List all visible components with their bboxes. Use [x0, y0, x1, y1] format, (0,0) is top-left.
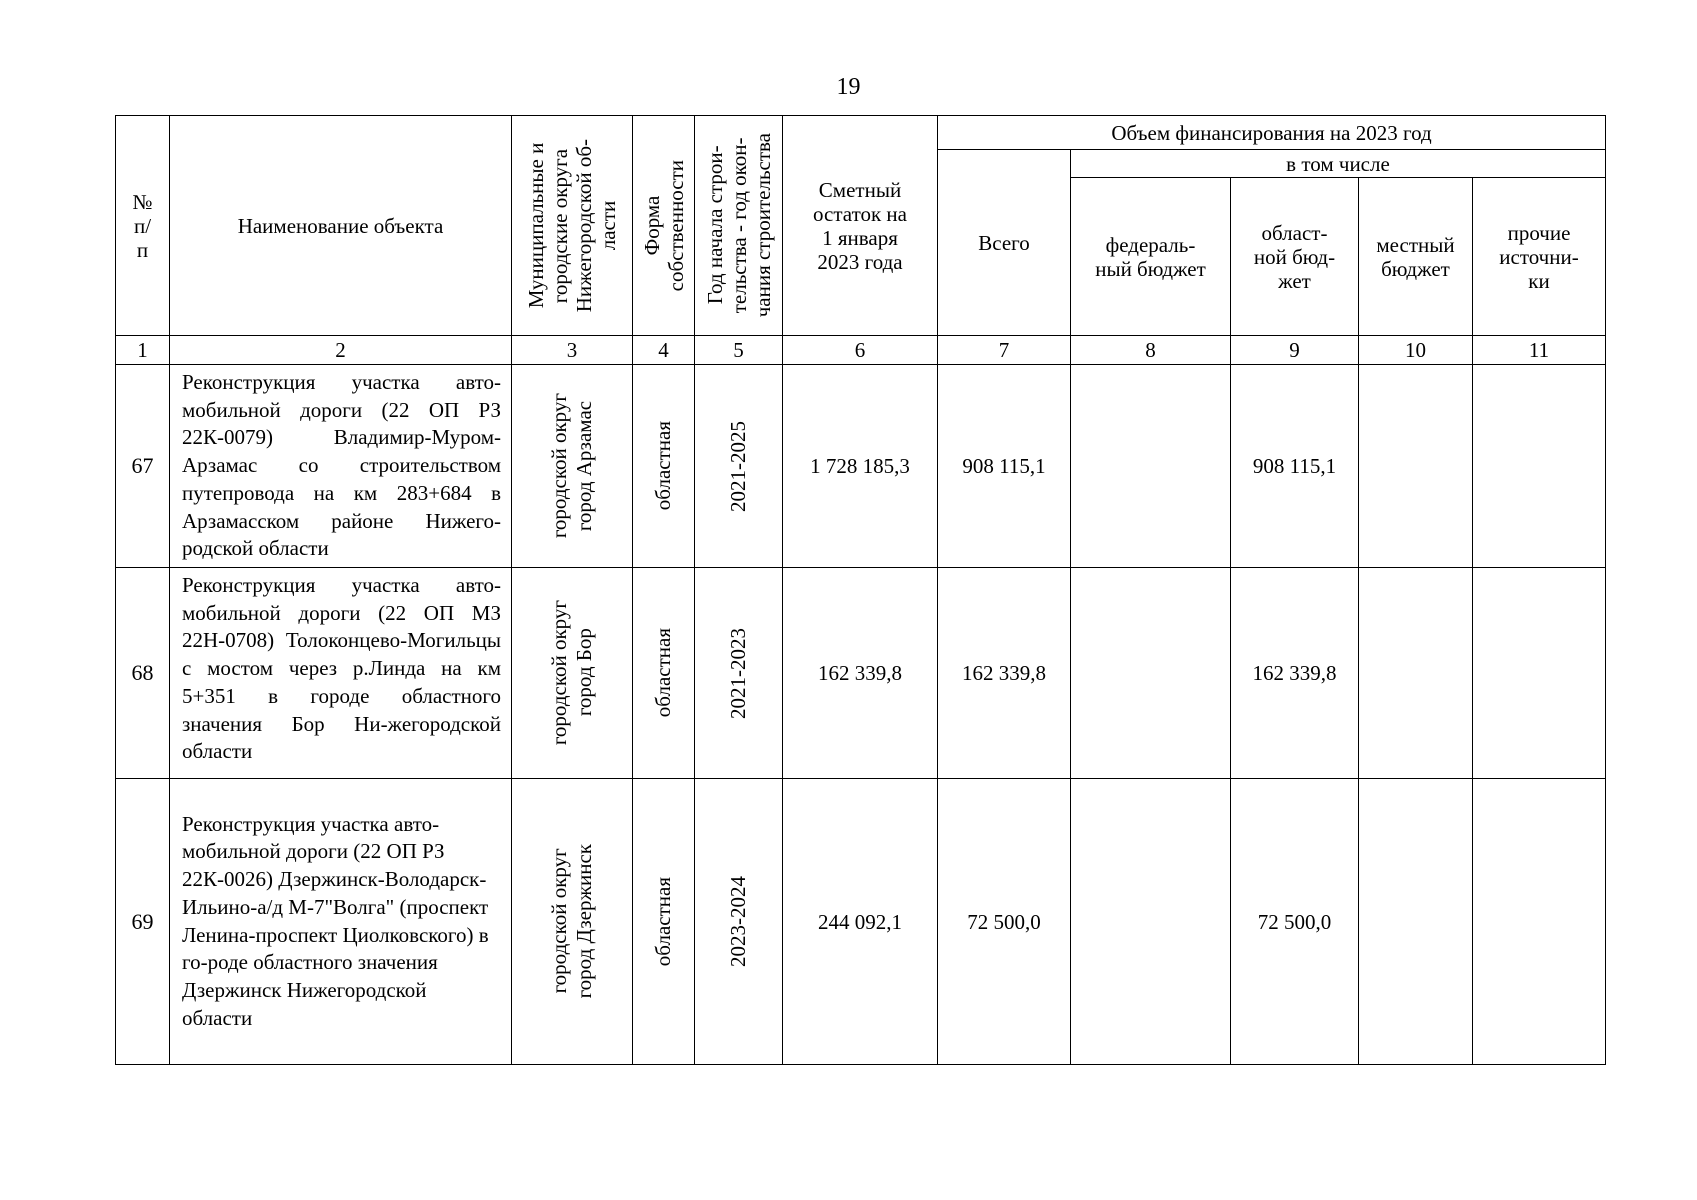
header-local: местный бюджет: [1359, 178, 1473, 336]
funding-total: 72 500,0: [938, 779, 1071, 1065]
table-row: [116, 779, 1606, 1065]
other-sources: [1473, 779, 1606, 1065]
regional-budget: 72 500,0: [1231, 779, 1359, 1065]
funding-total: 162 339,8: [938, 568, 1071, 779]
page-number: 19: [836, 74, 861, 100]
federal-budget: [1071, 365, 1231, 568]
header-num: № п/ п: [116, 116, 170, 336]
column-numbers-row: [116, 336, 1606, 365]
header-regional: област- ной бюд- жет: [1231, 178, 1359, 336]
estimated-balance: 244 092,1: [783, 779, 938, 1065]
column-number: 1: [116, 336, 170, 365]
header-including: в том числе: [1071, 150, 1606, 178]
construction-years: 2021-2025: [695, 365, 783, 568]
municipality: городской округ город Арзамас: [512, 365, 633, 568]
regional-budget: 162 339,8: [1231, 568, 1359, 779]
row-number: 69: [116, 779, 170, 1065]
header-ownership: Форма собственности: [633, 116, 695, 336]
column-number: 7: [938, 336, 1071, 365]
construction-years: 2021-2023: [695, 568, 783, 779]
column-number: 10: [1359, 336, 1473, 365]
object-name: Реконструкция участка авто-мобильной дороги (22 ОП РЗ 22К-0026) Дзержинск-Володарск-Ильино-а/д М-7"Волга" (проспект Ленина-проспект Циолковского) в го-роде областного значения Дзержинск Нижегородской области: [170, 779, 512, 1065]
column-number: 3: [512, 336, 633, 365]
federal-budget: [1071, 779, 1231, 1065]
header-total: Всего: [938, 150, 1071, 336]
column-number: 9: [1231, 336, 1359, 365]
ownership: областная: [633, 568, 695, 779]
header-funding-title: Объем финансирования на 2023 год: [938, 116, 1606, 150]
object-name: Реконструкция участка авто-мобильной дороги (22 ОП МЗ 22Н-0708) Толоконцево-Могильцы с мостом через р.Линда на км 5+351 в городе областного значения Бор Ни-жегородской области: [170, 568, 512, 779]
table-row: [116, 568, 1606, 779]
municipality: городской округ город Дзержинск: [512, 779, 633, 1065]
federal-budget: [1071, 568, 1231, 779]
local-budget: [1359, 779, 1473, 1065]
row-number: 68: [116, 568, 170, 779]
column-number: 4: [633, 336, 695, 365]
header-name: Наименование объекта: [170, 116, 512, 336]
row-number: 67: [116, 365, 170, 568]
header-years: Год начала строи- тельства - год окон- чания строительства: [695, 116, 783, 336]
object-name: Реконструкция участка авто-мобильной дороги (22 ОП РЗ 22К-0079) Владимир-Муром-Арзамас со строительством путепровода на км 283+684 в Арзамасском районе Нижего-родской области: [170, 365, 512, 568]
ownership: областная: [633, 365, 695, 568]
estimated-balance: 162 339,8: [783, 568, 938, 779]
column-number: 8: [1071, 336, 1231, 365]
column-number: 6: [783, 336, 938, 365]
header-other: прочие источни- ки: [1473, 178, 1606, 336]
column-number: 2: [170, 336, 512, 365]
header-estimated-balance: Сметный остаток на 1 января 2023 года: [783, 116, 938, 336]
municipality: городской округ город Бор: [512, 568, 633, 779]
investment-objects-table: [115, 115, 1606, 1065]
regional-budget: 908 115,1: [1231, 365, 1359, 568]
header-municipality: Муниципальные и городские округа Нижегородской об- ласти: [512, 116, 633, 336]
ownership: областная: [633, 779, 695, 1065]
column-number: 5: [695, 336, 783, 365]
column-number: 11: [1473, 336, 1606, 365]
funding-total: 908 115,1: [938, 365, 1071, 568]
estimated-balance: 1 728 185,3: [783, 365, 938, 568]
local-budget: [1359, 568, 1473, 779]
header-federal: федераль- ный бюджет: [1071, 178, 1231, 336]
other-sources: [1473, 568, 1606, 779]
construction-years: 2023-2024: [695, 779, 783, 1065]
table-row: [116, 365, 1606, 568]
other-sources: [1473, 365, 1606, 568]
local-budget: [1359, 365, 1473, 568]
